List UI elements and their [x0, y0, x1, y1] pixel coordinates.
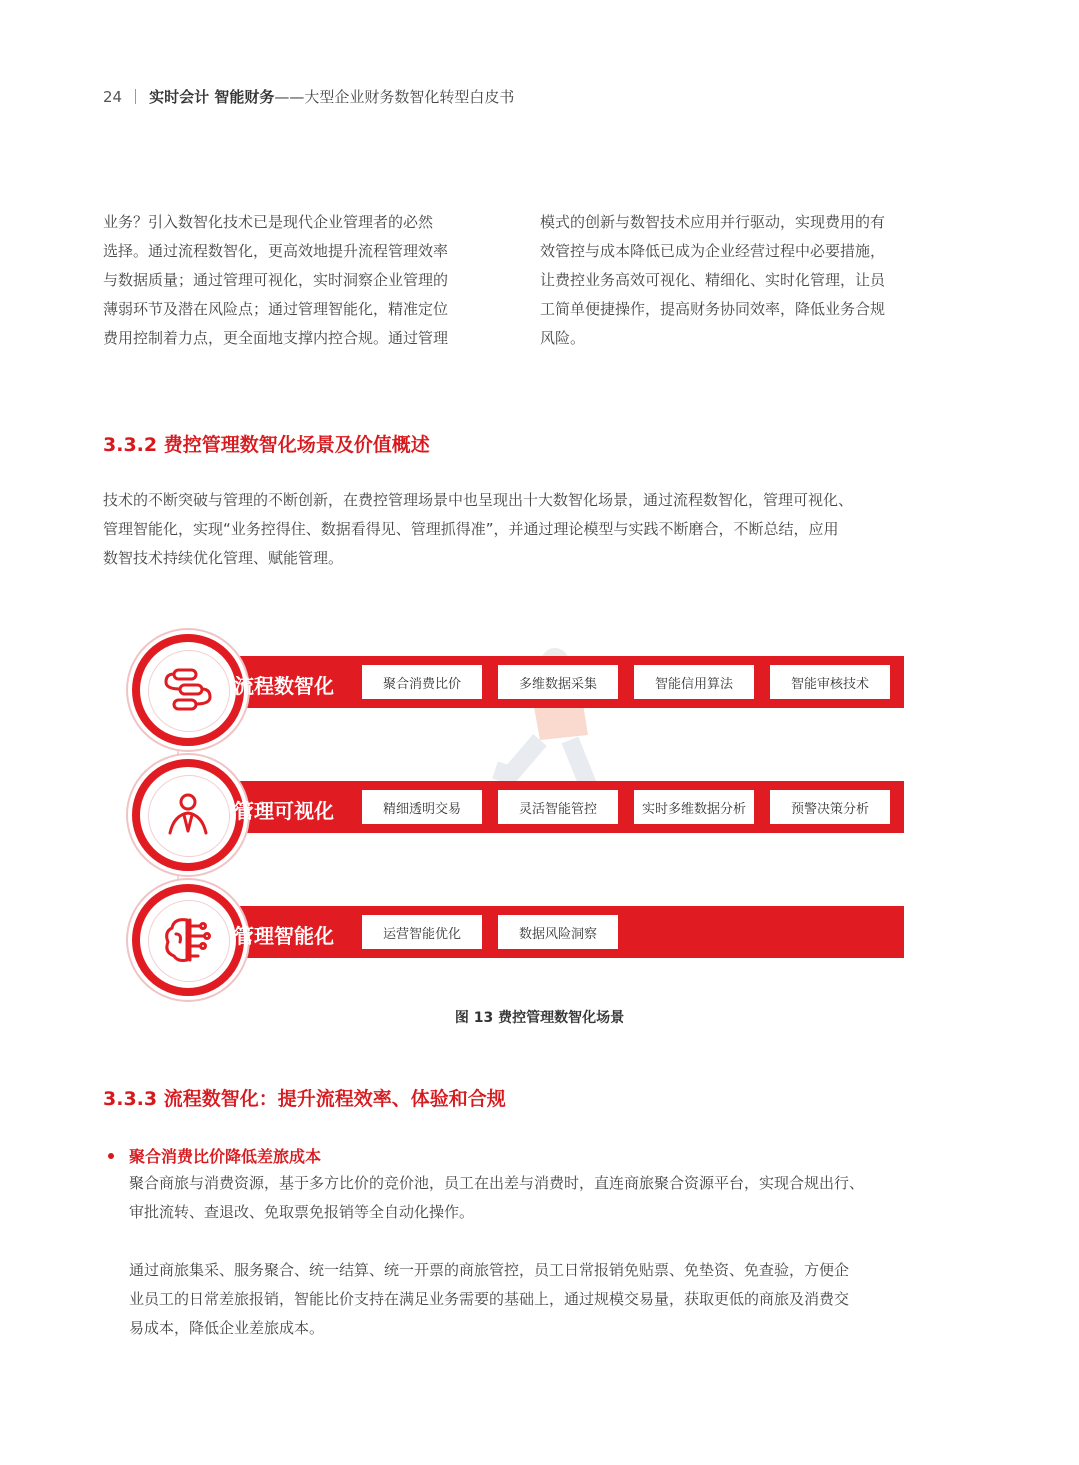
scenario-chip: 智能信用算法	[634, 665, 754, 699]
text-line: 费用控制着力点，更全面地支撑内控合规。通过管理	[103, 329, 449, 347]
section-332-paragraph	[103, 486, 933, 573]
text-line: 让费控业务高效可视化、精细化、实时化管理，让员	[540, 271, 886, 289]
scenario-chip: 实时多维数据分析	[634, 790, 754, 824]
text-line: 模式的创新与数智技术应用并行驱动，实现费用的有	[540, 213, 886, 231]
text-line: 风险。	[540, 329, 586, 347]
brain-icon	[160, 912, 216, 968]
figure-caption: 图 13 费控管理数智化场景	[454, 1010, 625, 1026]
text-line: 效管控与成本降低已成为企业经营过程中必要措施，	[540, 242, 886, 260]
text-line: 易成本，降低企业差旅成本。	[129, 1319, 325, 1337]
header-title-rest: ——大型企业财务数智化转型白皮书	[274, 88, 515, 106]
intro-right-column	[540, 208, 926, 353]
text-line: 薄弱环节及潜在风险点；通过管理智能化，精准定位	[103, 300, 449, 318]
text-line: 聚合商旅与消费资源，基于多方比价的竞价池，员工在出差与消费时，直连商旅聚合资源平台，实现合规出行、	[129, 1174, 865, 1192]
scenario-ring	[132, 759, 244, 871]
person-icon	[160, 787, 216, 843]
scenario-ring	[132, 634, 244, 746]
scenario-chip: 预警决策分析	[770, 790, 890, 824]
scenario-title: 流程数智化	[234, 674, 334, 698]
scenario-ring	[132, 884, 244, 996]
scenario-chip: 数据风险洞察	[498, 915, 618, 949]
text-line: 数智技术持续优化管理、赋能管理。	[103, 549, 344, 567]
header-title-bold: 实时会计 智能财务	[149, 88, 275, 106]
text-line: 工简单便捷操作，提高财务协同效率，降低业务合规	[540, 300, 886, 318]
scenario-chip: 运营智能优化	[362, 915, 482, 949]
workflow-icon	[160, 662, 216, 718]
bullet-paragraph-1	[129, 1169, 929, 1227]
text-line: 选择。通过流程数智化，更高效地提升流程管理效率	[103, 242, 449, 260]
bullet-paragraph-2	[129, 1256, 929, 1343]
scenario-title: 管理可视化	[234, 799, 334, 823]
running-header	[103, 86, 514, 107]
text-line: 与数据质量；通过管理可视化，实时洞察企业管理的	[103, 271, 449, 289]
scenario-title: 管理智能化	[234, 924, 334, 948]
text-line: 审批流转、查退改、免取票免报销等全自动化操作。	[129, 1203, 475, 1221]
bullet-title: 聚合消费比价降低差旅成本	[129, 1147, 322, 1166]
text-line: 管理智能化，实现“业务控得住、数据看得见、管理抓得准”，并通过理论模型与实践不断磨合，不断总结，应用	[103, 520, 839, 538]
bullet-dot	[108, 1153, 114, 1159]
section-heading-332: 3.3.2 费控管理数智化场景及价值概述	[103, 434, 430, 456]
scenario-chip: 智能审核技术	[770, 665, 890, 699]
text-line: 业务？引入数智化技术已是现代企业管理者的必然	[103, 213, 434, 231]
scenario-chip: 多维数据采集	[498, 665, 618, 699]
scenario-chip: 灵活智能管控	[498, 790, 618, 824]
text-line: 通过商旅集采、服务聚合、统一结算、统一开票的商旅管控，员工日常报销免贴票、免垫资、免查验，方便企	[129, 1261, 850, 1279]
text-line: 业员工的日常差旅报销，智能比价支持在满足业务需要的基础上，通过规模交易量，获取更低的商旅及消费交	[129, 1290, 850, 1308]
text-line: 技术的不断突破与管理的不断创新，在费控管理场景中也呈现出十大数智化场景，通过流程数智化，管理可视化、	[103, 491, 854, 509]
header-divider	[135, 89, 136, 104]
scenario-chip: 聚合消费比价	[362, 665, 482, 699]
page-number: 24	[103, 88, 123, 106]
intro-left-column	[103, 208, 489, 353]
scenario-chip: 精细透明交易	[362, 790, 482, 824]
section-heading-333: 3.3.3 流程数智化：提升流程效率、体验和合规	[103, 1088, 506, 1110]
